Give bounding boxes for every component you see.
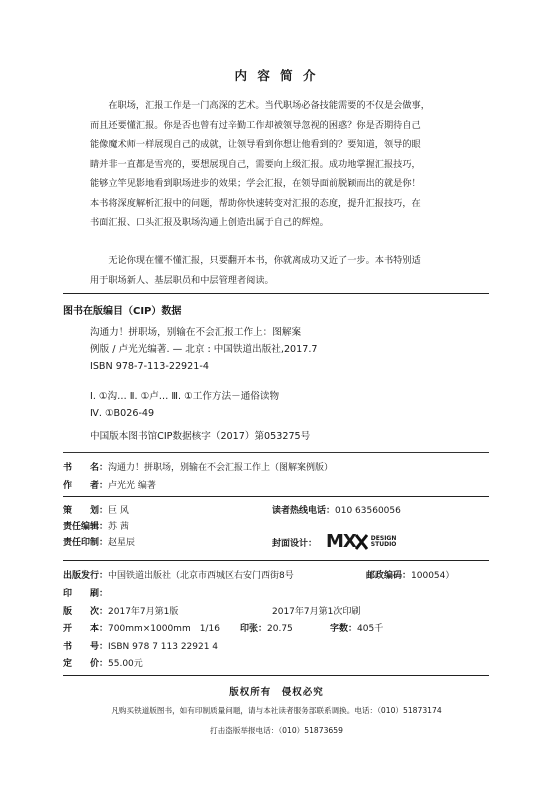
summary-line: 用于职场新人、基层职员和中层管理者阅读。	[90, 274, 274, 286]
words-value: 405千	[357, 624, 384, 634]
cip-classification-code: Ⅳ. ①B026-49	[90, 408, 155, 419]
hotline-value: 010 63560056	[335, 506, 401, 516]
price-label: 定 价：	[63, 659, 109, 669]
book-title-value: 沟通力！拼职场，别输在不会汇报工作上（图解案例版）	[108, 463, 334, 473]
copyright-notice: 版权所有 侵权必究	[229, 687, 324, 698]
cip-record-number: 中国版本图书馆CIP数据核字（2017）第053275号	[90, 431, 311, 442]
divider	[63, 560, 489, 561]
format-row	[63, 621, 220, 634]
isbn-value: ISBN 978 7 113 22921 4	[108, 642, 219, 652]
divider	[63, 452, 489, 453]
format-value: 700mm×1000mm 1/16	[108, 624, 220, 634]
quality-note: 凡购买铁道版图书，如有印制质量问题，请与本社读者服务部联系调换。电话：（010）51873174	[111, 706, 442, 715]
print-manager-value: 赵星辰	[108, 538, 136, 548]
planner-label: 策 划：	[63, 506, 109, 516]
cover-design-label-text: 封面设计：	[272, 539, 318, 549]
summary-line: 能像魔术师一样展现自己的成就，让领导看到你想让他看到的？要知道，领导的眼	[90, 139, 421, 150]
price-value: 55.00元	[108, 659, 143, 669]
cip-classification: Ⅰ. ①沟… Ⅱ. ①卢… Ⅲ. ①工作方法－通俗读物	[90, 391, 280, 402]
isbn-label: 书 号：	[63, 642, 109, 652]
summary-line: 书面汇报、口头汇报及职场沟通上创造出属于自己的辉煌。	[90, 217, 329, 228]
edition-value: 2017年7月第1版	[108, 607, 179, 617]
author-label: 作 者：	[63, 481, 109, 491]
logo-x-icon	[355, 534, 368, 550]
editor-row	[63, 519, 129, 532]
summary-line: 在职场，汇报工作是一门高深的艺术。当代职场必备技能需要的不仅是会做事，	[90, 100, 430, 111]
cip-heading: 图书在版编目（CIP）数据	[63, 306, 182, 317]
book-title-label: 书 名：	[63, 463, 109, 473]
edition-label: 版 次：	[63, 607, 109, 617]
cip-line: 沟通力！拼职场，别输在不会汇报工作上：图解案	[90, 327, 302, 338]
format-label: 开 本：	[63, 624, 109, 634]
author-value: 卢光光 编著	[108, 481, 156, 491]
publisher-label: 出版发行：	[63, 571, 109, 581]
edition-row	[63, 604, 178, 617]
design-studio-logo	[326, 533, 396, 551]
divider	[63, 293, 489, 294]
publisher-row	[63, 568, 294, 581]
printer-row	[63, 586, 108, 599]
divider	[63, 675, 489, 676]
print-manager-label: 责任印制：	[63, 538, 109, 548]
isbn-row	[63, 639, 218, 652]
logo-subtitle-line: DESIGN	[370, 534, 397, 542]
hotline-label: 读者热线电话：	[272, 506, 336, 516]
logo-subtitle	[371, 536, 397, 549]
publisher-value: 中国铁道出版社（北京市西城区右安门西街8号	[108, 571, 294, 581]
divider	[63, 496, 489, 497]
planner-value: 巨 风	[108, 506, 129, 516]
printer-label: 印 刷：	[63, 589, 109, 599]
sheets-row	[240, 621, 293, 634]
summary-line: 本书将深度解析汇报中的问题，帮助你快速转变对汇报的态度，提升汇报技巧，在	[90, 197, 421, 209]
summary-title: 内 容 简 介	[234, 68, 319, 83]
words-label: 字数：	[330, 624, 358, 634]
summary-line: 而且还要懂汇报。你是否也曾有过辛勤工作却被领导忽视的困惑？你是否期待自己	[90, 119, 421, 131]
postcode-value: 100054）	[411, 571, 455, 581]
planner-row	[63, 503, 129, 516]
summary-line: 能够立竿见影地看到职场进步的效果；学会汇报，在领导面前脱颖而出的就是你！	[90, 178, 421, 189]
summary-paragraph-1	[90, 96, 468, 233]
editor-value: 苏 茜	[108, 522, 129, 532]
summary-line: 睛并非一直都是雪亮的，要想展现自己，需要向上级汇报。成功地掌握汇报技巧，	[90, 158, 421, 170]
sheets-value: 20.75	[267, 624, 293, 634]
print-manager-row	[63, 535, 135, 548]
price-row	[63, 656, 143, 669]
words-row	[330, 621, 383, 634]
summary-paragraph-2	[90, 251, 468, 290]
hotline-row	[272, 503, 401, 516]
logo-subtitle-line: STUDIO	[370, 541, 397, 548]
logo-mark: MX	[326, 531, 356, 552]
sheets-label: 印张：	[240, 624, 268, 634]
summary-line: 无论你现在懂不懂汇报，只要翻开本书，你就离成功又近了一步。本书特别适	[90, 255, 421, 266]
book-title-row	[63, 460, 333, 473]
author-row	[63, 478, 156, 491]
cip-line: 例版 / 卢光光编著. — 北京 : 中国铁道出版社,2017.7	[90, 344, 318, 355]
postcode-label: 邮政编码：	[366, 571, 412, 581]
piracy-hotline: 打击盗版举报电话：（010）51873659	[210, 726, 343, 735]
cover-design-label	[272, 536, 317, 549]
editor-label: 责任编辑：	[63, 522, 109, 532]
impression-value: 2017年7月第1次印刷	[272, 607, 361, 617]
postcode-row	[366, 568, 454, 581]
cip-isbn: ISBN 978-7-113-22921-4	[90, 361, 209, 372]
